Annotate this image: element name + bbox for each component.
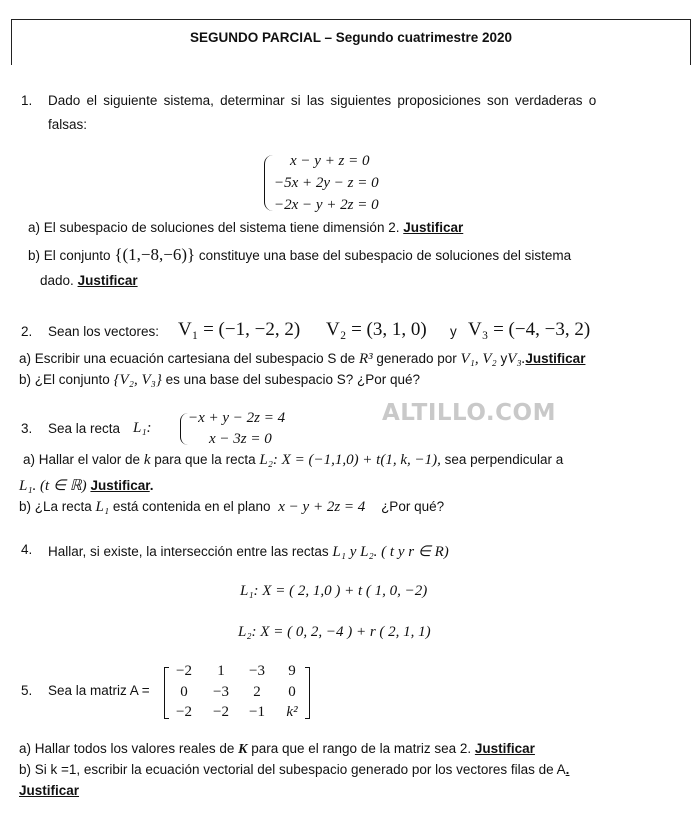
q2-item-b-text2: es una base del subespacio S? ¿Por qué? (165, 372, 421, 387)
q3-item-a-l1: L₁. (t ∈ ℝ) (19, 478, 87, 494)
justify-label: Justificar (77, 273, 138, 288)
q2-item-b-set: {V₂, V₃} (113, 372, 162, 388)
matrix-cell: −3 (249, 663, 265, 679)
matrix-cell: 0 (288, 684, 296, 700)
q3-equation-2: x − 3z = 0 (209, 431, 272, 447)
q3-item-b-l1: L₁ (95, 499, 110, 515)
q3-equation-1: −x + y − 2z = 4 (188, 410, 286, 426)
q3-line-l1: L₁: (133, 420, 152, 436)
q2-item-a-v3: V₃. (507, 351, 526, 367)
matrix-cell: −2 (213, 704, 229, 720)
q2-item-b-text: b) ¿El conjunto (19, 372, 110, 387)
matrix-cell: 2 (253, 684, 261, 700)
q3-number: 3. (21, 421, 33, 436)
q2-item-a-text: a) Escribir una ecuación cartesiana del subespacio S de (19, 351, 356, 366)
matrix-cell: 9 (288, 663, 296, 679)
q1-item-b-text3: dado. (40, 273, 74, 288)
q4-line-l2-equation: L₂: X = ( 0, 2, −4 ) + r ( 2, 1, 1) (238, 624, 431, 640)
q1-item-b-set: {(1,−8,−6)} (114, 245, 196, 264)
q1-text-line1: Dado el siguiente sistema, determinar si las siguientes proposiciones son verdaderas o (48, 93, 597, 108)
q5-intro: Sea la matriz A = (48, 683, 150, 698)
q1-item-b-cont (40, 273, 138, 288)
q2-item-b (19, 372, 420, 389)
q2-y: y (450, 324, 457, 339)
q2-item-a-vectors: V₁, V₂ (460, 351, 497, 367)
q3-item-a-k: k (143, 452, 151, 468)
q1-item-a-text: a) El subespacio de soluciones del sistema tiene dimensión 2. (28, 220, 400, 235)
q1-equation-3: −2x − y + 2z = 0 (274, 197, 379, 213)
q1-equation-1: x − y + z = 0 (290, 153, 370, 169)
q4-item (48, 542, 449, 561)
system-brace (264, 155, 273, 211)
q3-item-b-question: ¿Por qué? (381, 499, 445, 514)
matrix-cell: −1 (249, 704, 265, 720)
justify-label: Justificar (19, 783, 80, 798)
matrix-cell: −2 (176, 704, 192, 720)
matrix-cell: 1 (217, 663, 225, 679)
matrix-cell: 0 (180, 684, 188, 700)
q5-item-b-dot: . (565, 762, 570, 777)
q1-item-b-text2: constituye una base del subespacio de soluciones del sistema (198, 248, 572, 263)
q2-vector-v3: V₃ = (−4, −3, 2) (468, 319, 591, 340)
q5-number: 5. (21, 683, 33, 698)
q4-number: 4. (21, 542, 33, 557)
q1-item-a (28, 220, 463, 235)
q1-item-b (28, 245, 571, 265)
matrix-cell: −2 (176, 663, 192, 679)
q2-item-a-y: y (500, 351, 508, 366)
justify-label: Justificar (403, 220, 464, 235)
justify-label: Justificar (90, 478, 150, 493)
page-title: SEGUNDO PARCIAL – Segundo cuatrimestre 2020 (189, 30, 513, 45)
q2-item-a-r3: R³ (358, 351, 373, 367)
q2-intro: Sean los vectores: (48, 324, 160, 339)
q1-item-b-text: b) El conjunto (28, 248, 111, 263)
q3-item-a-text3: sea perpendicular a (444, 452, 564, 467)
q1-text-line2: falsas: (48, 117, 88, 132)
q5-item-a-text2: para que el rango de la matriz sea 2. (251, 741, 472, 756)
q3-item-a-text2: para que la recta (154, 452, 256, 467)
q3-item-b-text: b) ¿La recta (19, 499, 92, 514)
q5-item-a-text: a) Hallar todos los valores reales de (19, 741, 235, 756)
q3-item-a-cont: L₁. (t ∈ ℝ) Justificar. (19, 478, 154, 494)
q3-item-b-text2: está contenida en el plano (112, 499, 271, 514)
q5-item-a-k: K (238, 742, 248, 757)
justify-label: Justificar (525, 351, 586, 366)
q5-item-a (19, 741, 535, 758)
q2-number: 2. (21, 324, 33, 339)
q4-lines: L₁ y L₂. ( t y r ∈ R) (332, 544, 449, 560)
q5-item-b-text: b) Si k =1, escribir la ecuación vectorial del subespacio generado por los vectores filas de A (19, 762, 566, 777)
q4-text: Hallar, si existe, la intersección entre las rectas (48, 544, 329, 559)
q2-item-a (19, 351, 585, 368)
q1-number: 1. (21, 93, 33, 108)
q1-equation-2: −5x + 2y − z = 0 (274, 175, 379, 191)
matrix-cell: −3 (213, 684, 229, 700)
watermark-logo: ALTILLO.COM (382, 400, 556, 426)
system-brace (180, 413, 188, 445)
q3-intro: Sea la recta (48, 421, 121, 436)
q2-item-a-text2: generado por (376, 351, 457, 366)
q4-line-l1-equation: L₁: X = ( 2, 1,0 ) + t ( 1, 0, −2) (240, 583, 428, 599)
q3-item-b (19, 499, 444, 516)
q2-vector-v1: V₁ = (−1, −2, 2) (178, 319, 301, 340)
q3-item-a-l2: L₂: X = (−1,1,0) + t(1, k, −1), (259, 452, 441, 468)
q3-item-b-plane: x − y + 2z = 4 (278, 499, 366, 515)
q5-item-b (19, 762, 569, 777)
q3-item-a (23, 452, 563, 469)
justify-label: Justificar (474, 741, 535, 756)
q3-item-a-text: a) Hallar el valor de (23, 452, 141, 467)
matrix-cell: k² (286, 704, 298, 720)
header-box (11, 19, 691, 65)
q2-vector-v2: V₂ = (3, 1, 0) (326, 319, 427, 340)
